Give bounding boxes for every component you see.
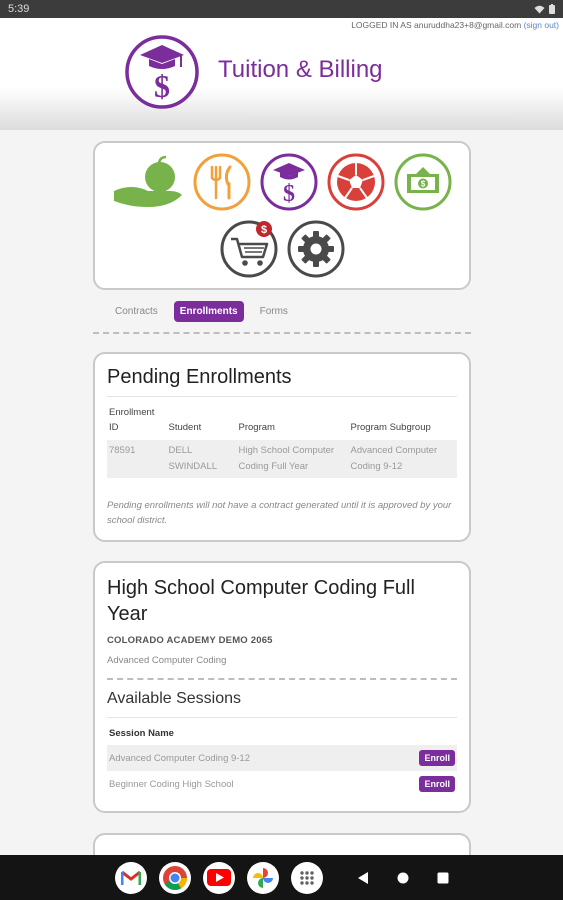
divider [107, 396, 457, 397]
column-header: Program Subgroup [350, 422, 431, 433]
tuition-icon[interactable] [260, 153, 318, 211]
pending-title: Pending Enrollments [107, 366, 292, 388]
enroll-button[interactable]: Enroll [419, 750, 455, 766]
session-row [107, 771, 457, 797]
youtube-icon[interactable] [203, 862, 235, 894]
svg-text:$: $ [283, 181, 295, 207]
program-title: High School Computer Coding Full Year [107, 577, 415, 625]
photos-icon[interactable] [247, 862, 279, 894]
program-card [93, 561, 471, 813]
tuition-logo-icon [124, 34, 200, 110]
settings-icon[interactable] [287, 220, 345, 278]
sign-out-link[interactable]: (sign out) [523, 20, 559, 30]
subgroup-cell: Advanced Computer Coding 9-12 [349, 440, 458, 478]
enroll-button[interactable]: Enroll [419, 776, 455, 792]
app-drawer-icon[interactable] [291, 862, 323, 894]
login-prefix: LOGGED IN AS [351, 20, 412, 30]
pending-note: Pending enrollments will not have a contract generated until it is approved by your school district. [107, 500, 452, 526]
main-content [93, 130, 471, 863]
chrome-icon[interactable] [159, 862, 191, 894]
battery-icon [549, 4, 555, 14]
app-header [0, 18, 563, 130]
session-row [107, 745, 457, 771]
activities-icon[interactable] [327, 153, 385, 211]
back-icon[interactable] [357, 872, 369, 884]
cart-badge-text: $ [260, 224, 268, 236]
login-status [351, 20, 559, 30]
status-icons [534, 4, 555, 14]
login-email: anuruddha23+8@gmail.com [414, 20, 522, 30]
available-sessions-title: Available Sessions [107, 690, 242, 707]
system-nav-controls [357, 872, 449, 884]
food-service-icon[interactable] [193, 153, 251, 211]
session-name: Beginner Coding High School [109, 778, 234, 790]
app-title: Tuition & Billing [218, 56, 383, 83]
tab-enrollments[interactable]: Enrollments [174, 301, 244, 322]
category-icons-panel [93, 141, 471, 290]
pending-table [107, 403, 457, 478]
dock-apps [115, 862, 323, 894]
column-header: Student [168, 422, 202, 433]
home-icon[interactable] [397, 872, 409, 884]
column-header: Enrollment ID [109, 407, 155, 433]
svg-text:$: $ [154, 68, 170, 104]
tab-contracts[interactable]: Contracts [115, 305, 158, 317]
student-cell: DELL SWINDALL [167, 440, 237, 478]
program-cell: High School Computer Coding Full Year [237, 440, 349, 478]
section-divider [107, 678, 457, 680]
navigation-bar [0, 855, 563, 900]
column-header: Program [238, 422, 275, 433]
clock: 5:39 [8, 3, 30, 15]
tab-forms[interactable]: Forms [259, 305, 288, 317]
cart-icon[interactable] [220, 220, 278, 278]
school-name: COLORADO ACADEMY DEMO 2065 [107, 635, 273, 646]
payments-icon[interactable] [394, 153, 452, 211]
session-name: Advanced Computer Coding 9-12 [109, 752, 251, 764]
program-subgroup: Advanced Computer Coding [107, 655, 227, 666]
gmail-icon[interactable] [115, 862, 147, 894]
session-name-header: Session Name [107, 717, 457, 745]
pending-enrollments-card [93, 352, 471, 542]
enrollment-id-cell: 78591 [107, 440, 167, 478]
table-row [107, 440, 457, 478]
tab-bar [93, 290, 471, 334]
status-bar [0, 0, 563, 18]
svg-text:$: $ [420, 179, 426, 189]
wifi-icon [534, 5, 545, 14]
overview-icon[interactable] [437, 872, 449, 884]
nutrition-icon[interactable] [112, 155, 188, 213]
table-header-row [107, 403, 457, 440]
